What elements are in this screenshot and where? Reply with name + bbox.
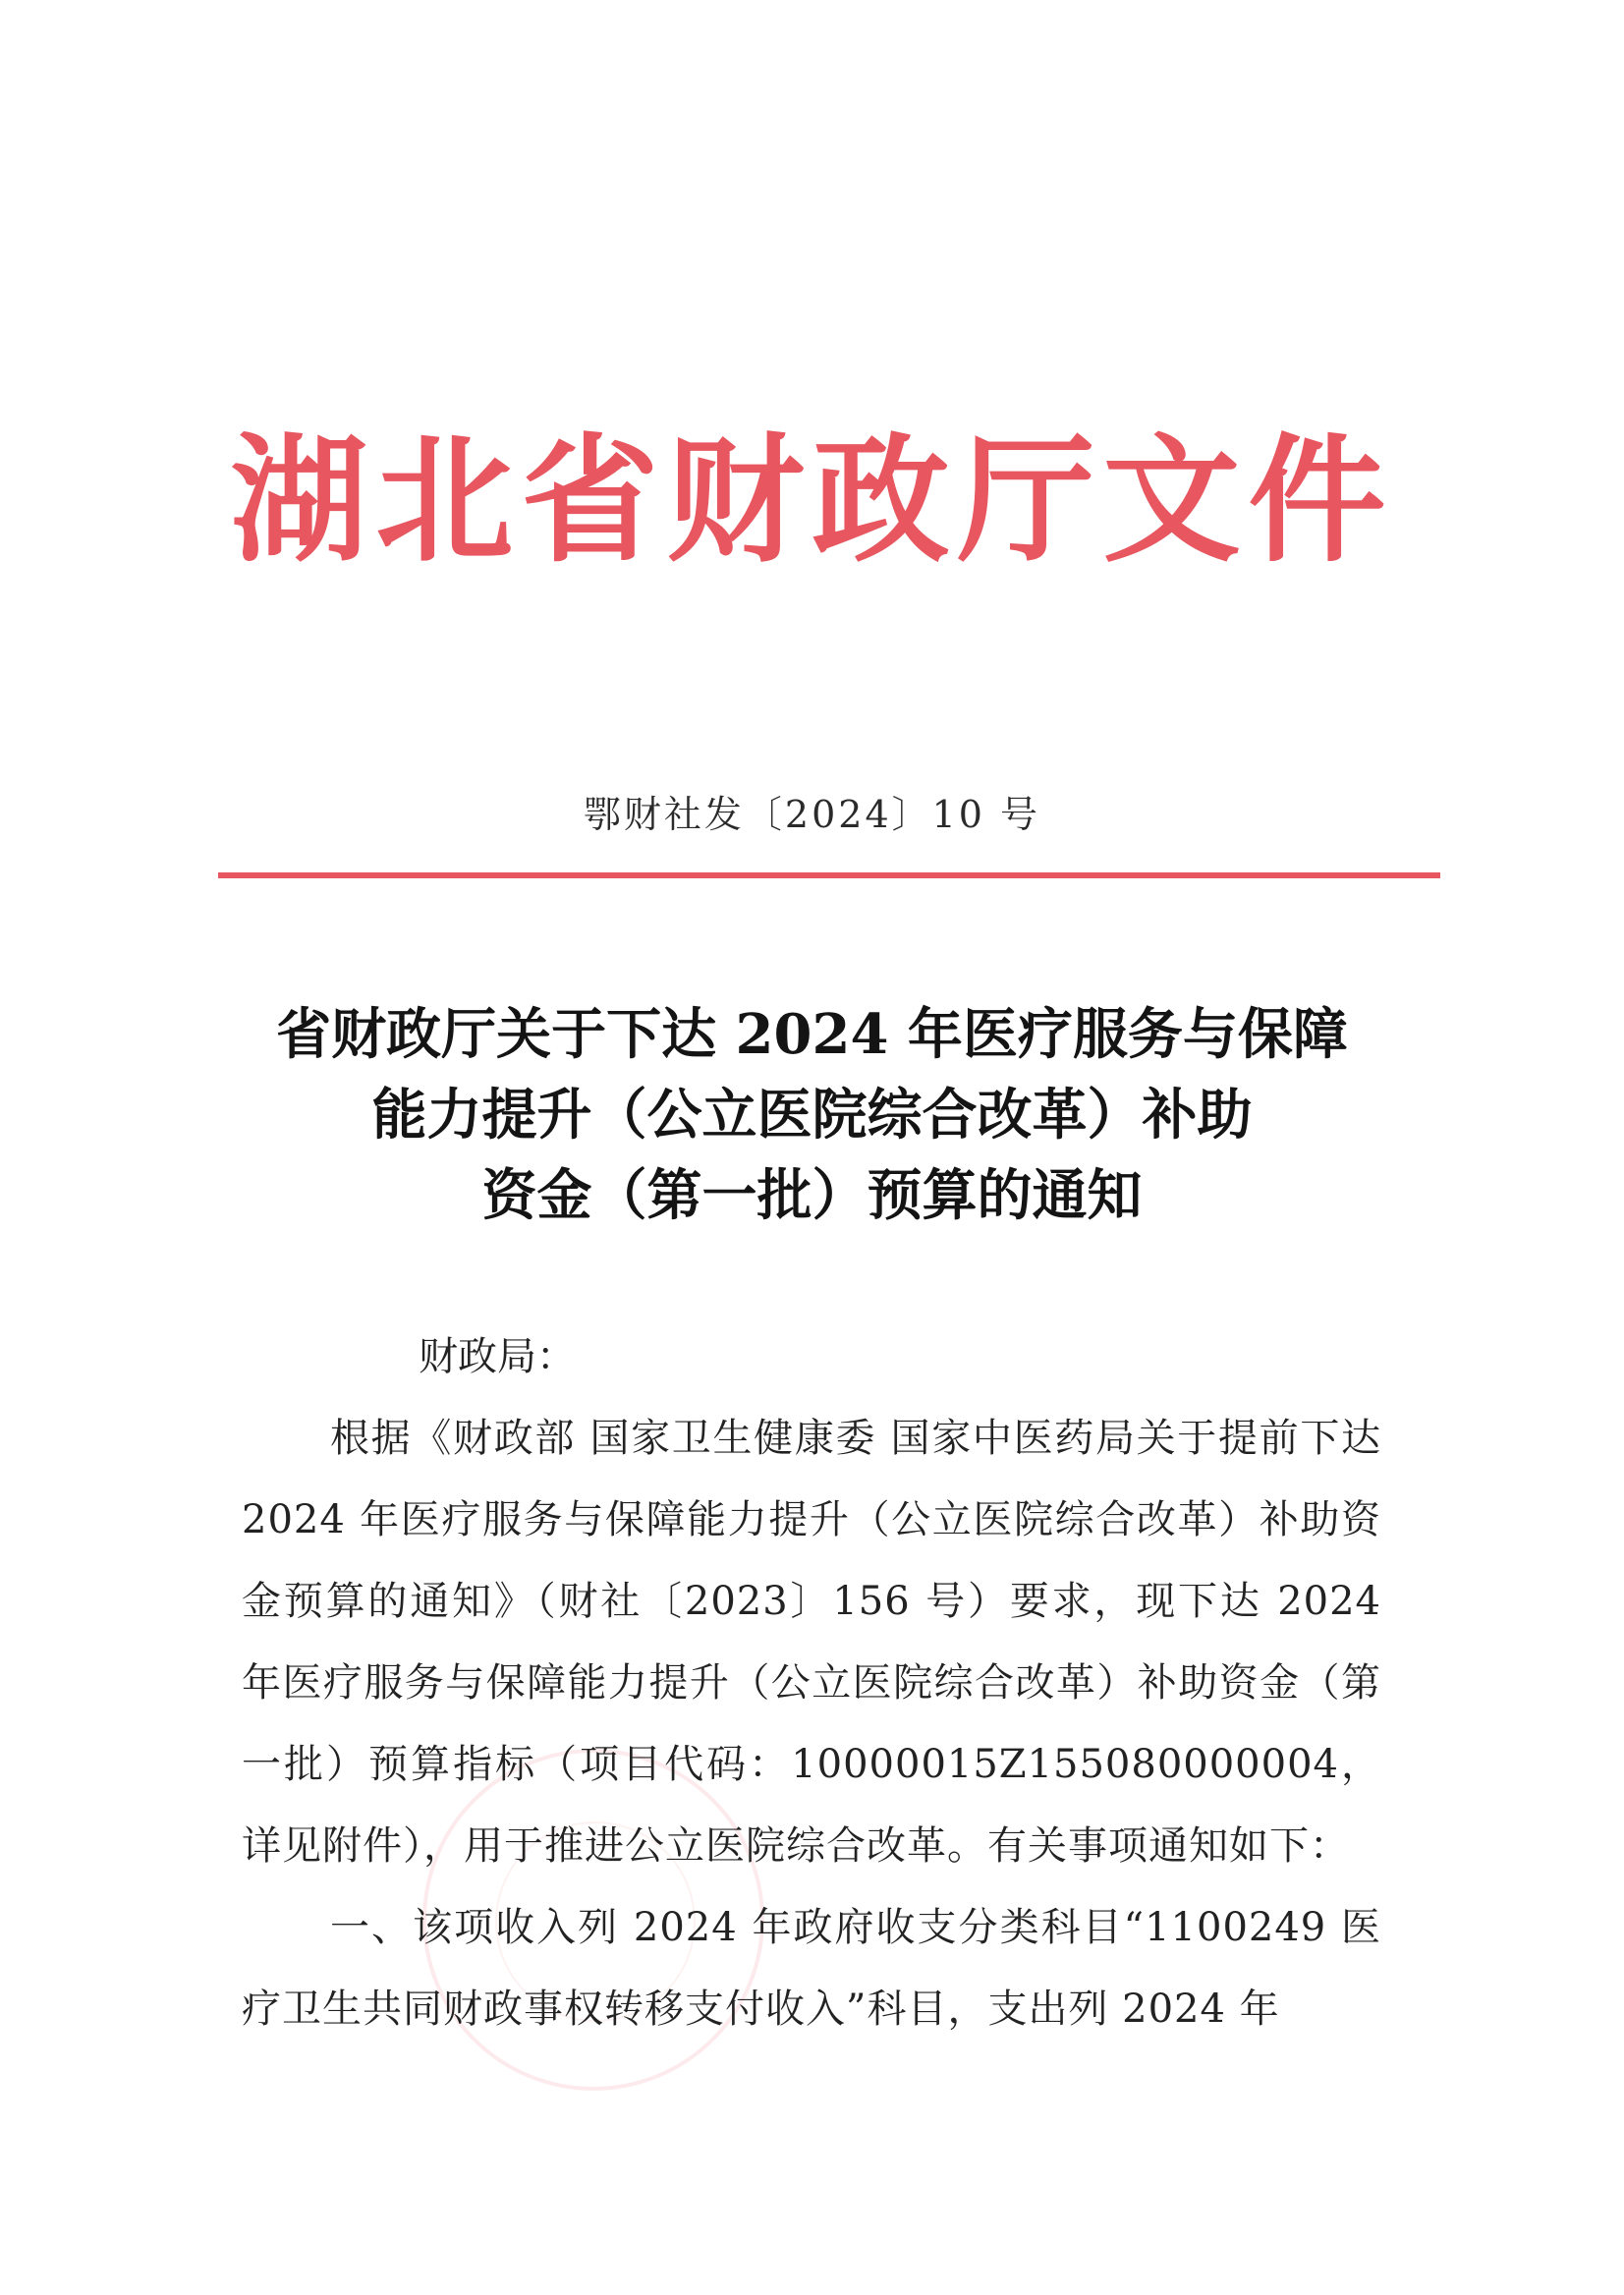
title-line-1: 省财政厅关于下达 2024 年医疗服务与保障 — [276, 1002, 1348, 1067]
body-paragraph-1: 根据《财政部 国家卫生健康委 国家中医药局关于提前下达 2024 年医疗服务与保障能力提升（公立医院综合改革）补助资金预算的通知》（财社〔2023〕156 号）要求，现下达 2024 年医疗服务与保障能力提升（公立医院综合改革）补助资金（第一批）预算指标（项目代码：10000015Z155080000004，详见附件），用于推进公立医院综合改革。有关事项通知如下： — [242, 1416, 1381, 1869]
document-title — [196, 994, 1428, 1236]
red-divider-line — [218, 872, 1440, 878]
body-paragraph-2: 一、该项收入列 2024 年政府收支分类科目“1100249 医疗卫生共同财政事权转移支付收入”科目，支出列 2024 年 — [242, 1905, 1381, 2032]
title-line-2: 能力提升（公立医院综合改革）补助 — [371, 1083, 1253, 1148]
document-body — [242, 1316, 1381, 2050]
title-line-3: 资金（第一批）预算的通知 — [481, 1163, 1143, 1228]
document-number: 鄂财社发〔2024〕10 号 — [583, 793, 1041, 836]
addressee: 财政局： — [419, 1334, 576, 1379]
masthead-title: 湖北省财政厅文件 — [230, 420, 1394, 582]
